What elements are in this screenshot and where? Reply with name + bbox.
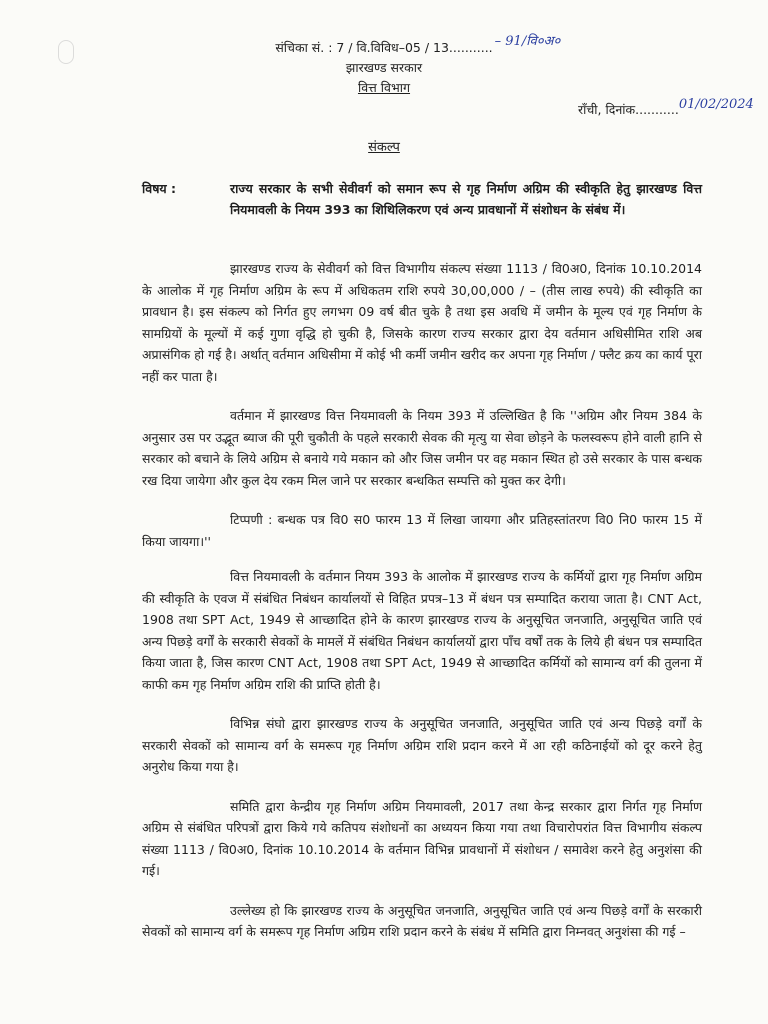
place-date-label: राँची, दिनांक........... xyxy=(578,102,679,117)
paragraph: समिति द्वारा केन्द्रीय गृह निर्माण अग्रिम नियमावली, 2017 तथा केन्द्र सरकार द्वारा निर्गत गृह निर्माण अग्रिम से संबंधित परिपत्रों द्वारा किये गये कतिपय संशोधनों का अध्ययन किया गया तथा विचारोपरांत वित्त विभागीय संकल्प संख्या 1113 / वि0अ0, दिनांक 10.10.2014 के वर्तमान विभिन्न प्रावधानों में संशोधन / समावेश करने हेतु अनुशंसा की गई। xyxy=(142,798,702,878)
file-reference xyxy=(275,34,561,58)
paragraph: उल्लेख्य हो कि झारखण्ड राज्य के अनुसूचित जनजाति, अनुसूचित जाति एवं अन्य पिछड़े वर्गों के सरकारी सेवकों को सामान्य वर्ग के समरूप गृह निर्माण अग्रिम राशि प्रदान करने के संबंध में समिति द्वारा निम्नवत् अनुशंसा की गई – xyxy=(142,902,702,939)
subject-block xyxy=(142,178,702,220)
document-title: संकल्प xyxy=(368,140,400,155)
paragraph: वित्त नियमावली के वर्तमान नियम 393 के आलोक में झारखण्ड राज्य के कर्मियों द्वारा गृह निर्माण अग्रिम की स्वीकृति के एवज में संबंधित निबंधन कार्यालयों से विहित प्रपत्र–13 में बंधन पत्र सम्पादित कराया जाता है। CNT Act, 1908 तथा SPT Act, 1949 से आच्छादित होने के कारण झारखण्ड राज्य के अनुसूचित जनजाति, अनुसूचित जाति एवं अन्य पिछड़े वर्गों के सरकारी सेवकों के मामलें में संबंधित निबंधन कार्यालयों द्वारा पाँच वर्षों तक के लिये ही बंधन पत्र सम्पादित किया जाता है, जिस कारण CNT Act, 1908 तथा SPT Act, 1949 से आच्छादित कर्मियों को सामान्य वर्ग की तुलना में काफी कम गृह निर्माण अग्रिम राशि की प्राप्ति होती है। xyxy=(142,569,702,692)
paragraph: विभिन्न संघो द्वारा झारखण्ड राज्य के अनुसूचित जनजाति, अनुसूचित जाति एवं अन्य पिछड़े वर्गों के सरकारी सेवकों को सामान्य वर्ग के समरूप गृह निर्माण अग्रिम राशि प्रदान करने में आ रही कठिनाईयों को दूर करने हेतु अनुरोध किया गया है। xyxy=(142,716,702,774)
government-name: झारखण्ड सरकार xyxy=(345,60,423,75)
paragraph: झारखण्ड राज्य के सेवीवर्ग को वित्त विभागीय संकल्प संख्या 1113 / वि0अ0, दिनांक 10.10.2014 के आलोक में गृह निर्माण अग्रिम के रूप में अधिकतम राशि रुपये 30,00,000 / – (तीस लाख रुपये) की स्वीकृति का प्रावधान है। इस संकल्प को निर्गत हुए लगभग 09 वर्ष बीत चुके है तथा इस अवधि में जमीन के मूल्य एवं गृह निर्माण के सामग्रियों के मूल्यों में कई गुणा वृद्धि हो चुकी है, जिसके कारण राज्य सरकार द्वारा देय वर्तमान अधिसीमित राशि अब अप्रासंगिक हो गई है। अर्थात् वर्तमान अधिसीमा में कोई भी कर्मी जमीन खरीद कर अपना गृह निर्माण / फ्लैट क्रय का कार्य पूरा नहीं कर पाता है। xyxy=(142,261,702,384)
subject-text: राज्य सरकार के सभी सेवीवर्ग को समान रूप से गृह निर्माण अग्रिम की स्वीकृति हेतु झारखण्ड वित्त नियमावली के नियम 393 का शिथिलिकरण एवं अन्य प्रावधानों में संशोधन के संबंध में। xyxy=(230,181,702,217)
subject-label: विषय : xyxy=(142,181,177,196)
place-date xyxy=(578,97,768,121)
paragraph: वर्तमान में झारखण्ड वित्त नियमावली के नियम 393 में उल्लिखित है कि ''अग्रिम और नियम 384 के अनुसार उस पर उद्भूत ब्याज की पूरी चुकौती के पहले सरकारी सेवक की मृत्यु या सेवा छोड़ने के फलस्वरूप होने वाली हानि से सरकार को बचाने के लिये अग्रिम से बनाये गये मकान को और जिस जमीन पर वह मकान स्थित हो उसे सरकार के पास बन्धक रख दिया जायेगा और कुल देय रकम मिल जाने पर सरकार बन्धकित सम्पत्ति को मुक्त कर देगी। xyxy=(142,408,702,488)
note-paragraph: टिप्पणी : बन्धक पत्र वि0 स0 फारम 13 में लिखा जायगा और प्रतिहस्तांतरण वि0 नि0 फारम 15 में किया जायगा।'' xyxy=(142,512,702,549)
department-name: वित्त विभाग xyxy=(357,80,411,95)
document-header xyxy=(0,34,768,98)
handwritten-date: 01/02/2024 xyxy=(678,97,754,112)
file-reference-number: संचिका सं. : 7 / वि.विविध–05 / 13........... xyxy=(275,40,493,55)
document-body xyxy=(142,258,702,961)
handwritten-reference: – 91/वि०अ० xyxy=(494,34,561,49)
